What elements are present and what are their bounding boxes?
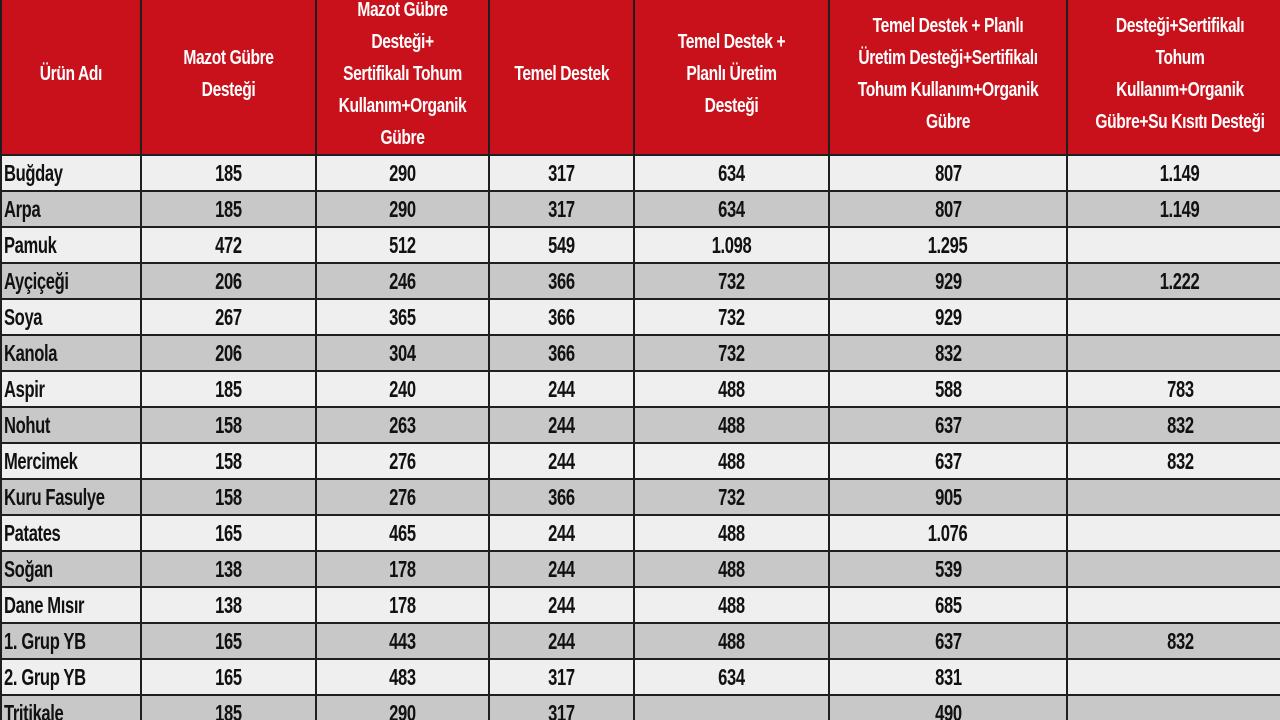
value-cell bbox=[634, 587, 829, 623]
support-amount: 488 bbox=[718, 555, 745, 582]
product-name: Pamuk bbox=[4, 231, 57, 258]
value-cell bbox=[1067, 299, 1280, 335]
value-cell bbox=[1067, 551, 1280, 587]
product-name-cell bbox=[1, 623, 141, 659]
value-cell bbox=[829, 551, 1067, 587]
value-cell bbox=[489, 659, 634, 695]
value-cell bbox=[634, 443, 829, 479]
value-cell bbox=[634, 515, 829, 551]
support-amount: 1.098 bbox=[711, 231, 752, 258]
support-amount: 488 bbox=[718, 375, 745, 402]
value-cell bbox=[829, 695, 1067, 720]
value-cell bbox=[1067, 479, 1280, 515]
header-basic-planned-production bbox=[634, 0, 829, 155]
support-amount: 588 bbox=[934, 375, 962, 402]
value-cell bbox=[829, 335, 1067, 371]
support-amount: 637 bbox=[934, 411, 962, 438]
support-amount: 1.222 bbox=[1160, 267, 1200, 294]
value-cell bbox=[829, 299, 1067, 335]
column-header-label: Ürün Adı bbox=[39, 63, 103, 85]
product-name-cell bbox=[1, 443, 141, 479]
product-name: Ayçiçeği bbox=[4, 267, 69, 294]
value-cell bbox=[1067, 155, 1280, 191]
support-amount: 185 bbox=[215, 699, 242, 720]
header-fuel-fertilizer-cert-seed-organic bbox=[316, 0, 489, 155]
value-cell bbox=[1067, 659, 1280, 695]
support-amount: 490 bbox=[934, 699, 962, 720]
product-name: 1. Grup YB bbox=[4, 627, 86, 654]
value-cell bbox=[634, 659, 829, 695]
value-cell bbox=[316, 191, 489, 227]
support-amount: 732 bbox=[718, 339, 745, 366]
product-name: 2. Grup YB bbox=[4, 663, 86, 690]
support-amount: 483 bbox=[389, 663, 416, 690]
support-amount: 138 bbox=[215, 555, 242, 582]
value-cell bbox=[316, 371, 489, 407]
product-name-cell bbox=[1, 155, 141, 191]
support-amount: 246 bbox=[389, 267, 416, 294]
table-row bbox=[1, 659, 1280, 695]
value-cell bbox=[316, 299, 489, 335]
support-amount: 185 bbox=[215, 159, 242, 186]
support-amount: 317 bbox=[548, 159, 575, 186]
table-row bbox=[1, 227, 1280, 263]
support-amount: 366 bbox=[548, 339, 575, 366]
value-cell bbox=[1067, 695, 1280, 720]
product-name: Soya bbox=[4, 303, 43, 330]
support-amount: 832 bbox=[1166, 411, 1194, 438]
value-cell bbox=[634, 263, 829, 299]
value-cell bbox=[141, 587, 316, 623]
table-row bbox=[1, 443, 1280, 479]
support-amount: 290 bbox=[389, 699, 416, 720]
support-amount: 1.295 bbox=[928, 231, 968, 258]
value-cell bbox=[829, 227, 1067, 263]
value-cell bbox=[141, 695, 316, 720]
support-amount: 634 bbox=[718, 195, 745, 222]
support-amount: 276 bbox=[389, 483, 416, 510]
header-product-name bbox=[1, 0, 141, 155]
column-header-label: Temel Destek bbox=[514, 63, 609, 85]
value-cell bbox=[634, 155, 829, 191]
product-name-cell bbox=[1, 299, 141, 335]
column-header-label: Desteği+Sertifikalı Tohum Kullanım+Organik Gübre+Su Kısıtı Desteği bbox=[1095, 15, 1265, 133]
header-basic-planned-cert-seed-organic bbox=[829, 0, 1067, 155]
support-amount: 488 bbox=[718, 627, 745, 654]
value-cell bbox=[634, 335, 829, 371]
column-header-label: Temel Destek + Planlı Üretim Desteği bbox=[677, 31, 786, 117]
support-amount: 365 bbox=[389, 303, 416, 330]
support-amount: 244 bbox=[548, 627, 575, 654]
support-amount: 832 bbox=[1166, 447, 1194, 474]
value-cell bbox=[489, 227, 634, 263]
support-amount: 905 bbox=[934, 483, 962, 510]
support-amount: 317 bbox=[548, 699, 575, 720]
value-cell bbox=[634, 695, 829, 720]
support-amount: 1.076 bbox=[928, 519, 968, 546]
table-row bbox=[1, 695, 1280, 720]
support-amount: 165 bbox=[215, 663, 242, 690]
support-amount: 206 bbox=[215, 267, 242, 294]
value-cell bbox=[489, 335, 634, 371]
product-name-cell bbox=[1, 407, 141, 443]
table-row bbox=[1, 371, 1280, 407]
value-cell bbox=[141, 551, 316, 587]
value-cell bbox=[634, 371, 829, 407]
value-cell bbox=[316, 623, 489, 659]
value-cell bbox=[829, 515, 1067, 551]
value-cell bbox=[1067, 227, 1280, 263]
value-cell bbox=[1067, 587, 1280, 623]
product-name: Kanola bbox=[4, 339, 58, 366]
table-row bbox=[1, 263, 1280, 299]
value-cell bbox=[141, 191, 316, 227]
value-cell bbox=[316, 479, 489, 515]
value-cell bbox=[316, 587, 489, 623]
value-cell bbox=[489, 551, 634, 587]
support-amount: 472 bbox=[215, 231, 242, 258]
support-amount: 366 bbox=[548, 303, 575, 330]
value-cell bbox=[316, 263, 489, 299]
value-cell bbox=[829, 155, 1067, 191]
value-cell bbox=[141, 335, 316, 371]
table-row bbox=[1, 191, 1280, 227]
support-amount: 317 bbox=[548, 663, 575, 690]
support-amount: 185 bbox=[215, 195, 242, 222]
support-amount: 158 bbox=[215, 483, 242, 510]
value-cell bbox=[316, 335, 489, 371]
table-row bbox=[1, 515, 1280, 551]
value-cell bbox=[829, 623, 1067, 659]
column-header-label: Temel Destek + Planlı Üretim Desteği+Sertifikalı Tohum Kullanım+Organik Gübre bbox=[857, 15, 1039, 133]
product-name-cell bbox=[1, 479, 141, 515]
table-header bbox=[1, 0, 1280, 155]
product-name: Buğday bbox=[4, 159, 63, 186]
value-cell bbox=[1067, 335, 1280, 371]
support-amount: 488 bbox=[718, 411, 745, 438]
table-row bbox=[1, 407, 1280, 443]
support-amount: 244 bbox=[548, 411, 575, 438]
value-cell bbox=[829, 371, 1067, 407]
value-cell bbox=[634, 551, 829, 587]
support-amount: 634 bbox=[718, 159, 745, 186]
value-cell bbox=[489, 299, 634, 335]
product-name: Dane Mısır bbox=[4, 591, 85, 618]
product-name: Nohut bbox=[4, 411, 51, 438]
header-fuel-fertilizer bbox=[141, 0, 316, 155]
value-cell bbox=[141, 479, 316, 515]
support-amount: 165 bbox=[215, 519, 242, 546]
value-cell bbox=[489, 407, 634, 443]
product-name-cell bbox=[1, 191, 141, 227]
support-amount: 1.149 bbox=[1160, 195, 1200, 222]
support-amount: 807 bbox=[934, 195, 962, 222]
value-cell bbox=[634, 227, 829, 263]
value-cell bbox=[489, 479, 634, 515]
support-amount: 178 bbox=[389, 591, 416, 618]
value-cell bbox=[489, 515, 634, 551]
value-cell bbox=[316, 155, 489, 191]
support-amount: 178 bbox=[389, 555, 416, 582]
support-amount: 244 bbox=[548, 519, 575, 546]
support-amount: 831 bbox=[934, 663, 962, 690]
support-amount: 783 bbox=[1166, 375, 1194, 402]
value-cell bbox=[634, 191, 829, 227]
product-name: Arpa bbox=[4, 195, 41, 222]
product-name: Aspir bbox=[4, 375, 45, 402]
support-amount: 634 bbox=[718, 663, 745, 690]
value-cell bbox=[316, 407, 489, 443]
column-header-label: Mazot Gübre Desteği bbox=[183, 47, 274, 101]
table-row bbox=[1, 155, 1280, 191]
support-amount: 138 bbox=[215, 591, 242, 618]
support-amount: 732 bbox=[718, 483, 745, 510]
value-cell bbox=[1067, 407, 1280, 443]
support-amount: 158 bbox=[215, 411, 242, 438]
support-amount: 244 bbox=[548, 447, 575, 474]
value-cell bbox=[829, 587, 1067, 623]
support-amount: 637 bbox=[934, 447, 962, 474]
value-cell bbox=[141, 155, 316, 191]
value-cell bbox=[489, 623, 634, 659]
support-amount: 1.149 bbox=[1160, 159, 1200, 186]
value-cell bbox=[316, 695, 489, 720]
value-cell bbox=[316, 515, 489, 551]
value-cell bbox=[316, 659, 489, 695]
table-row bbox=[1, 479, 1280, 515]
value-cell bbox=[1067, 191, 1280, 227]
value-cell bbox=[141, 227, 316, 263]
value-cell bbox=[829, 407, 1067, 443]
product-name-cell bbox=[1, 371, 141, 407]
support-amount: 276 bbox=[389, 447, 416, 474]
value-cell bbox=[1067, 371, 1280, 407]
product-name-cell bbox=[1, 587, 141, 623]
value-cell bbox=[1067, 263, 1280, 299]
value-cell bbox=[829, 263, 1067, 299]
support-amount: 488 bbox=[718, 591, 745, 618]
product-name-cell bbox=[1, 227, 141, 263]
support-amount: 832 bbox=[934, 339, 962, 366]
value-cell bbox=[141, 371, 316, 407]
value-cell bbox=[316, 443, 489, 479]
support-amount: 929 bbox=[934, 267, 962, 294]
product-name: Soğan bbox=[4, 555, 53, 582]
support-amount: 685 bbox=[934, 591, 962, 618]
support-amount: 165 bbox=[215, 627, 242, 654]
table-row bbox=[1, 299, 1280, 335]
support-amount: 366 bbox=[548, 267, 575, 294]
value-cell bbox=[316, 551, 489, 587]
product-name: Patates bbox=[4, 519, 61, 546]
value-cell bbox=[141, 443, 316, 479]
value-cell bbox=[489, 263, 634, 299]
value-cell bbox=[829, 191, 1067, 227]
value-cell bbox=[316, 227, 489, 263]
product-name: Mercimek bbox=[4, 447, 78, 474]
support-amount: 244 bbox=[548, 555, 575, 582]
value-cell bbox=[634, 299, 829, 335]
support-amount: 549 bbox=[548, 231, 575, 258]
support-amount: 488 bbox=[718, 447, 745, 474]
value-cell bbox=[141, 623, 316, 659]
support-amount: 290 bbox=[389, 195, 416, 222]
value-cell bbox=[489, 155, 634, 191]
product-name-cell bbox=[1, 659, 141, 695]
support-amount: 807 bbox=[934, 159, 962, 186]
product-name-cell bbox=[1, 335, 141, 371]
value-cell bbox=[489, 587, 634, 623]
value-cell bbox=[829, 479, 1067, 515]
value-cell bbox=[489, 371, 634, 407]
support-amount: 732 bbox=[718, 303, 745, 330]
support-amount: 832 bbox=[1166, 627, 1194, 654]
support-amount: 317 bbox=[548, 195, 575, 222]
product-name-cell bbox=[1, 551, 141, 587]
header-basic-support bbox=[489, 0, 634, 155]
value-cell bbox=[141, 263, 316, 299]
product-name-cell bbox=[1, 515, 141, 551]
value-cell bbox=[141, 659, 316, 695]
value-cell bbox=[1067, 515, 1280, 551]
value-cell bbox=[141, 515, 316, 551]
table-body bbox=[1, 155, 1280, 720]
header-row bbox=[1, 0, 1280, 155]
support-amount: 512 bbox=[389, 231, 416, 258]
support-amount: 185 bbox=[215, 375, 242, 402]
value-cell bbox=[489, 443, 634, 479]
support-amount: 929 bbox=[934, 303, 962, 330]
value-cell bbox=[634, 623, 829, 659]
value-cell bbox=[141, 407, 316, 443]
value-cell bbox=[829, 659, 1067, 695]
value-cell bbox=[634, 407, 829, 443]
value-cell bbox=[1067, 443, 1280, 479]
product-name-cell bbox=[1, 263, 141, 299]
support-amount: 488 bbox=[718, 519, 745, 546]
support-amount: 732 bbox=[718, 267, 745, 294]
support-amount: 267 bbox=[215, 303, 242, 330]
support-amount: 244 bbox=[548, 591, 575, 618]
support-amount: 290 bbox=[389, 159, 416, 186]
value-cell bbox=[634, 479, 829, 515]
support-amount: 637 bbox=[934, 627, 962, 654]
support-amount: 263 bbox=[389, 411, 416, 438]
support-amount: 304 bbox=[389, 339, 416, 366]
product-name: Tritikale bbox=[4, 699, 64, 720]
support-amount: 158 bbox=[215, 447, 242, 474]
value-cell bbox=[141, 299, 316, 335]
support-amount: 206 bbox=[215, 339, 242, 366]
support-amount: 443 bbox=[389, 627, 416, 654]
support-amount: 366 bbox=[548, 483, 575, 510]
support-amount: 240 bbox=[389, 375, 416, 402]
column-header-label: Mazot Gübre Desteği+ Sertifikalı Tohum Kullanım+Organik Gübre bbox=[338, 0, 467, 149]
value-cell bbox=[489, 695, 634, 720]
support-amount: 539 bbox=[934, 555, 962, 582]
header-cert-seed-organic-water-limit bbox=[1067, 0, 1280, 155]
support-amount: 465 bbox=[389, 519, 416, 546]
product-name-cell bbox=[1, 695, 141, 720]
table-row bbox=[1, 623, 1280, 659]
value-cell bbox=[829, 443, 1067, 479]
value-cell bbox=[489, 191, 634, 227]
value-cell bbox=[1067, 623, 1280, 659]
table-row bbox=[1, 335, 1280, 371]
support-amount: 244 bbox=[548, 375, 575, 402]
table-row bbox=[1, 587, 1280, 623]
table-row bbox=[1, 551, 1280, 587]
product-name: Kuru Fasulye bbox=[4, 483, 105, 510]
